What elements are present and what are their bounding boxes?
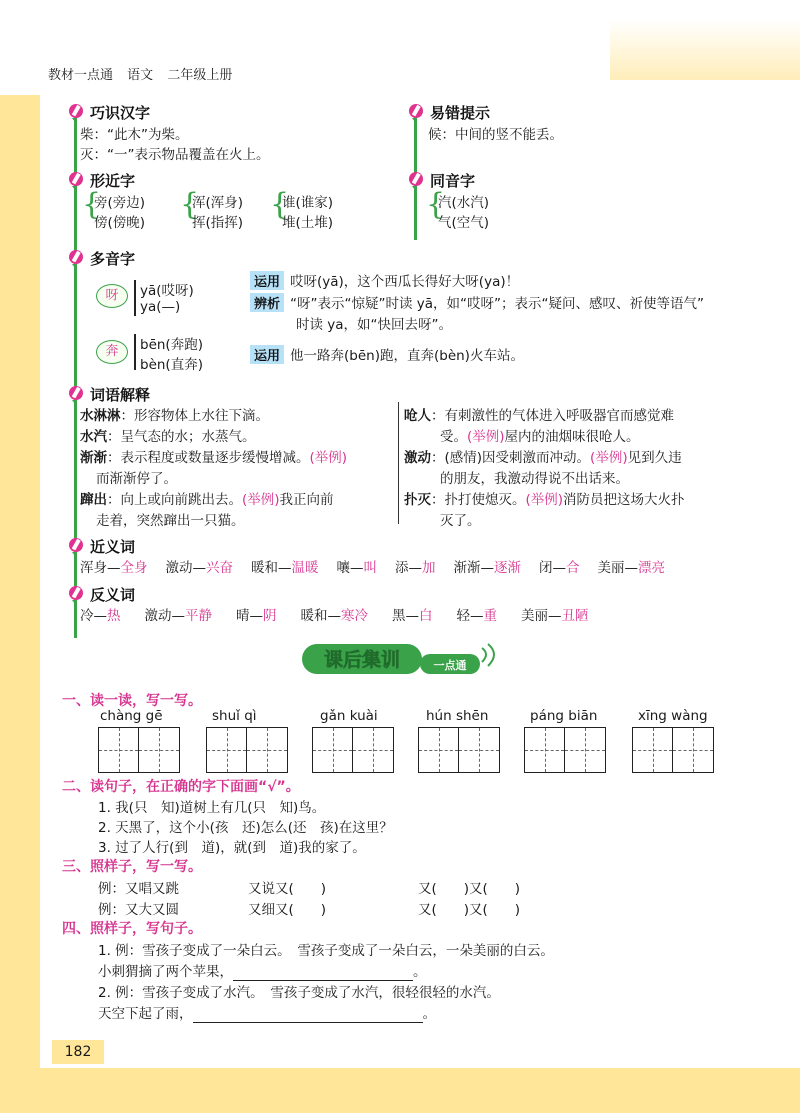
ex2-title: 二、读句子，在正确的字下面画“√”。 (62, 779, 300, 795)
qiaoshi-line-1: 柴：“此木”为柴。 (80, 127, 189, 143)
section-fanyi-title: 反义词 (68, 584, 135, 605)
ex1-title: 一、读一读，写一写。 (62, 693, 202, 709)
running-head (48, 64, 242, 83)
kehou-banner (300, 640, 510, 680)
ex4-answer-1: 小刺猬摘了两个苹果， 。 (98, 964, 427, 980)
jinyi-pair (539, 556, 580, 576)
ex3-blank-3[interactable]: 又细又( ) (248, 902, 327, 918)
jinyi-word: 添— (395, 560, 422, 576)
ciyu-entry-3b: 而渐渐停了。 (96, 471, 177, 487)
pinyin-5: páng biān (530, 708, 598, 724)
section-xingjin-title: 形近字 (68, 170, 135, 191)
jinyi-word: 激动— (165, 560, 206, 576)
duoyin-ben-2: bèn(直奔) (140, 357, 203, 373)
pencil-icon (68, 385, 84, 405)
fanyi-pair (521, 604, 589, 624)
fanyi-row (80, 604, 613, 624)
fanyi-match: 寒冷 (341, 608, 368, 624)
fanyi-word: 冷— (80, 608, 107, 624)
ex4-title: 四、照样子，写句子。 (62, 921, 202, 937)
polyphone-char-ben: 奔 (96, 340, 128, 364)
ex4-question-1: 1. 例：雪孩子变成了一朵白云。 雪孩子变成了一朵白云，一朵美丽的白云。 (98, 943, 554, 959)
answer-line-1[interactable] (233, 964, 413, 981)
fanyi-match: 重 (483, 608, 497, 624)
jinyi-match: 兴奋 (206, 560, 233, 576)
jinyi-match: 叫 (363, 560, 377, 576)
ciyu-entry-6: 激动：(感情)因受刺激而冲动。(举例)见到久违 (404, 450, 682, 466)
jinyi-pair (80, 556, 148, 576)
section-qiaoshi-title: 巧识汉字 (68, 102, 150, 123)
ciyu-entry-1: 水淋淋：形容物体上水往下滴。 (80, 408, 269, 424)
jinyi-word: 美丽— (597, 560, 638, 576)
book-title: 教材一点通 (48, 68, 114, 83)
polyphone-char-ya: 呀 (96, 284, 128, 308)
ciyu-entry-6b: 的朋友，我激动得说不出话来。 (440, 471, 629, 487)
fanyi-pair (301, 604, 369, 624)
ex3-blank-4[interactable]: 又( )又( ) (418, 902, 521, 918)
jinyi-word: 暖和— (251, 560, 292, 576)
fanyi-pair (145, 604, 213, 624)
ciyu-entry-4b: 走着，突然蹿出一只猫。 (96, 513, 245, 529)
writing-grid-6[interactable] (632, 727, 714, 773)
jinyi-pair (454, 556, 522, 576)
jinyi-word: 闭— (539, 560, 566, 576)
pencil-icon (68, 249, 84, 269)
xingjin-1a: 旁(旁边) (94, 195, 146, 211)
ex3-blank-1[interactable]: 又说又( ) (248, 881, 327, 897)
jinyi-match: 温暖 (291, 560, 319, 576)
jinyi-pair (395, 556, 436, 576)
grade: 二年级上册 (167, 68, 233, 83)
ciyu-entry-2: 水汽：呈气态的水；水蒸气。 (80, 429, 256, 445)
duoyin-analysis-2: 时读 ya，如“快回去呀”。 (296, 317, 453, 333)
fanyi-match: 阴 (263, 608, 277, 624)
page-bottom-band (0, 1068, 800, 1113)
page-number: 182 (52, 1040, 104, 1064)
writing-grid-4[interactable] (418, 727, 500, 773)
pencil-icon (408, 171, 424, 191)
pinyin-1: chàng gē (100, 708, 163, 724)
jinyi-match: 合 (566, 560, 580, 576)
pencil-icon (408, 103, 424, 123)
fanyi-pair (457, 604, 498, 624)
fanyi-word: 晴— (236, 608, 263, 624)
fanyi-pair (236, 604, 277, 624)
writing-grid-2[interactable] (206, 727, 288, 773)
ex3-title: 三、照样子，写一写。 (62, 859, 202, 875)
jinyi-word: 浑身— (80, 560, 121, 576)
banner-sub: 一点通 (433, 659, 467, 672)
answer-line-2[interactable] (193, 1006, 423, 1023)
subject: 语文 (127, 68, 154, 83)
tongyin-b: 气(空气) (438, 215, 490, 231)
pencil-icon (68, 103, 84, 123)
jinyi-pair (166, 556, 234, 576)
fanyi-word: 美丽— (521, 608, 562, 624)
pencil-icon (68, 537, 84, 557)
jinyi-row (80, 556, 683, 576)
xingjin-3a: 谁(谁家) (282, 195, 334, 211)
brace-icon: { (426, 187, 446, 222)
ex2-sentence-3[interactable]: 3. 过了人行(到 道)，就(到 道)我的家了。 (98, 840, 366, 856)
writing-grid-1[interactable] (98, 727, 180, 773)
writing-grid-3[interactable] (312, 727, 394, 773)
fanyi-pair (392, 604, 433, 624)
yicuo-line-1: 候：中间的竖不能丢。 (428, 127, 563, 143)
ciyu-entry-5: 呛人：有刺激性的气体进入呼吸器官而感觉难 (404, 408, 674, 424)
duoyin-ya-1: yā(哎呀) (140, 283, 194, 299)
ciyu-entry-7: 扑灭：扑打使熄灭。(举例)消防员把这场大火扑 (404, 492, 685, 508)
ex4-answer-2: 天空下起了雨， 。 (98, 1006, 436, 1022)
ex2-sentence-1[interactable]: 1. 我(只 知)道树上有几(只 知)鸟。 (98, 800, 326, 816)
ex3-example-2: 例：又大又圆 (98, 902, 179, 918)
jinyi-pair (337, 556, 378, 576)
jinyi-match: 加 (422, 560, 436, 576)
jinyi-match: 全身 (120, 560, 148, 576)
section-tongyin-title: 同音字 (408, 170, 475, 191)
ex2-sentence-2[interactable]: 2. 天黑了，这个小(孩 还)怎么(还 孩)在这里？ (98, 820, 393, 836)
bracket-line (134, 334, 136, 370)
ex4-question-2: 2. 例：雪孩子变成了水汽。 雪孩子变成了水汽，很轻很轻的水汽。 (98, 985, 500, 1001)
fanyi-match: 白 (419, 608, 433, 624)
brace-icon: { (180, 187, 200, 222)
jinyi-pair (251, 556, 319, 576)
brace-icon: { (270, 187, 290, 222)
ciyu-entry-4: 蹿出：向上或向前跳出去。(举例)我正向前 (80, 492, 334, 508)
fanyi-word: 暖和— (300, 608, 341, 624)
jinyi-match: 漂亮 (638, 560, 665, 576)
ciyu-entry-7b: 灭了。 (440, 513, 481, 529)
fanyi-match: 丑陋 (561, 608, 589, 624)
jinyi-pair (598, 556, 666, 576)
xingjin-2a: 浑(浑身) (192, 195, 244, 211)
banner-main: 课后集训 (323, 649, 401, 671)
duoyin-usage-1: 运用 哎呀(yā)，这个西瓜长得好大呀(ya)！ (250, 270, 519, 290)
fanyi-match: 平静 (185, 608, 212, 624)
bracket-line (134, 280, 136, 316)
pinyin-6: xīng wàng (638, 708, 708, 724)
pinyin-3: gǎn kuài (320, 708, 378, 724)
ex3-example-1: 例：又唱又跳 (98, 881, 179, 897)
fanyi-word: 黑— (392, 608, 419, 624)
jinyi-word: 渐渐— (453, 560, 494, 576)
pencil-icon (68, 585, 84, 605)
section-jinyi-title: 近义词 (68, 536, 135, 557)
qiaoshi-line-2: 灭：“一”表示物品覆盖在火上。 (80, 147, 270, 163)
xingjin-3b: 堆(土堆) (282, 215, 334, 231)
jinyi-word: 嚷— (336, 560, 364, 576)
section-yicuo-title: 易错提示 (408, 102, 490, 123)
jinyi-match: 逐渐 (494, 560, 521, 576)
section-duoyin-title: 多音字 (68, 248, 135, 269)
xingjin-1b: 傍(傍晚) (94, 215, 146, 231)
brace-icon: { (82, 187, 102, 222)
ciyu-entry-3: 渐渐：表示程度或数量逐步缓慢增减。(举例) (80, 450, 348, 466)
page-edge-band (0, 95, 40, 1113)
section-ciyu-title: 词语解释 (68, 384, 150, 405)
duoyin-ya-2: ya(—) (140, 299, 181, 315)
ex3-blank-2[interactable]: 又( )又( ) (418, 881, 521, 897)
tongyin-a: 汽(水汽) (438, 195, 490, 211)
pinyin-4: hún shēn (426, 708, 489, 724)
xingjin-2b: 挥(指挥) (192, 215, 244, 231)
ciyu-entry-5b: 受。(举例)屋内的油烟味很呛人。 (440, 429, 640, 445)
writing-grid-5[interactable] (524, 727, 606, 773)
duoyin-usage-2: 运用 他一路奔(bēn)跑，直奔(bèn)火车站。 (250, 344, 524, 364)
duoyin-analysis-1: 辨析 “呀”表示“惊疑”时读 yā，如“哎呀”；表示“疑问、感叹、祈使等语气” (250, 292, 704, 312)
fanyi-pair (80, 604, 121, 624)
pinyin-2: shuǐ qì (212, 708, 257, 724)
fanyi-word: 轻— (456, 608, 484, 624)
fanyi-word: 激动— (144, 608, 185, 624)
fanyi-match: 热 (107, 608, 121, 624)
duoyin-ben-1: bēn(奔跑) (140, 337, 203, 353)
ciyu-divider (398, 402, 399, 524)
